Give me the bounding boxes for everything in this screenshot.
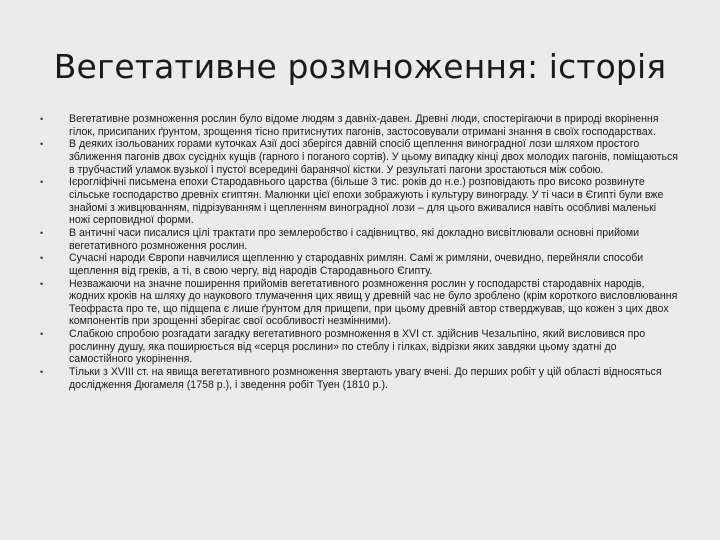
page-title: Вегетативне розмноження: історія	[53, 47, 667, 86]
list-item	[40, 328, 680, 366]
list-item	[40, 227, 680, 252]
paragraph-text: Тільки з XVIII ст. на явища вегетативного розмноження звертають увагу вчені. До перших робіт у цій області відносяться дослідження Дюгамеля (1758 р.), і зведення робіт Туен (1810 р.).	[69, 366, 662, 391]
bullet-icon: •	[40, 114, 44, 124]
bullet-icon: •	[40, 329, 44, 340]
bullet-list	[40, 113, 680, 392]
list-item	[40, 138, 680, 176]
bullet-icon: •	[40, 139, 44, 150]
paragraph-text: Ієрогліфічні письмена епохи Стародавнього царства (більше 3 тис. років до н.е.) розповідають про високо розвинуте сільське господарство древніх єгиптян. Малюнки цієї епохи зображують і культуру винограду. У ті часи в Єгипті були вже знайомі з живцюванням, підрізуванням і щепленням виноградної лози – для цього вживалися навіть особливі маленькі ножі серповидної форми.	[69, 176, 664, 227]
bullet-icon: •	[40, 253, 44, 264]
paragraph-text: Сучасні народи Європи навчилися щепленню у стародавніх римлян. Самі ж римляни, очевидно, перейняли способи щеплення від греків, а ті, в свою чергу, від народів Стародавнього Єгипту.	[69, 252, 644, 277]
bullet-icon: •	[40, 278, 44, 289]
list-item	[40, 366, 680, 391]
bullet-icon: •	[40, 367, 44, 378]
list-item	[40, 278, 680, 328]
list-item	[40, 113, 680, 138]
paragraph-text: В античні часи писалися цілі трактати про землеробство і садівництво, які докладно висвітлювали основні прийоми вегетативного розмноження рослин.	[69, 226, 640, 252]
bullet-icon: •	[40, 177, 44, 188]
paragraph-text: Вегетативне розмноження рослин було відоме людям з давніх-давен. Древні люди, спостерігаючи в природі вкорінення гілок, присипаних ґрунтом, зрощення тісно притиснутих пагонів, застосовували отримані знання в своїх господарствах.	[69, 113, 659, 138]
list-item	[40, 176, 680, 226]
bullet-icon: •	[40, 227, 44, 238]
paragraph-text: Слабкою спробою розгадати загадку вегетативного розмноження в XVI ст. здійснив Чезальпіно, який висловився про рослинну душу, яка поширюється від «серця рослини» по стеблу і гілках, відрізки яких завдяки цьому здатні до самостійного укорінення.	[69, 328, 646, 366]
list-item	[40, 252, 680, 277]
paragraph-text: Незважаючи на значне поширення прийомів вегетативного розмноження рослин у господарстві стародавніх народів, жодних кроків на шляху до наукового тлумачення цих явищ у древній час не було зроблено (крім короткого висловлювання Теофраста про те, що підщепа є лише ґрунтом для прищепи, при цьому древній автор стверджував, що кожен з цих двох компонентів при зрощенні зберігає свої особливості незмінними).	[69, 277, 678, 328]
paragraph-text: В деяких ізольованих горами куточках Азії досі зберігся давній спосіб щеплення виноградної лози шляхом простого зближення пагонів двох сусідніх кущів (гарного і поганого сортів). У цьому випадку кінці двох молодих пагонів, поміщаються в трубчастий уламок вузької і пустої всередині баранячої кістки. У результаті пагони зростаються між собою.	[69, 138, 679, 176]
